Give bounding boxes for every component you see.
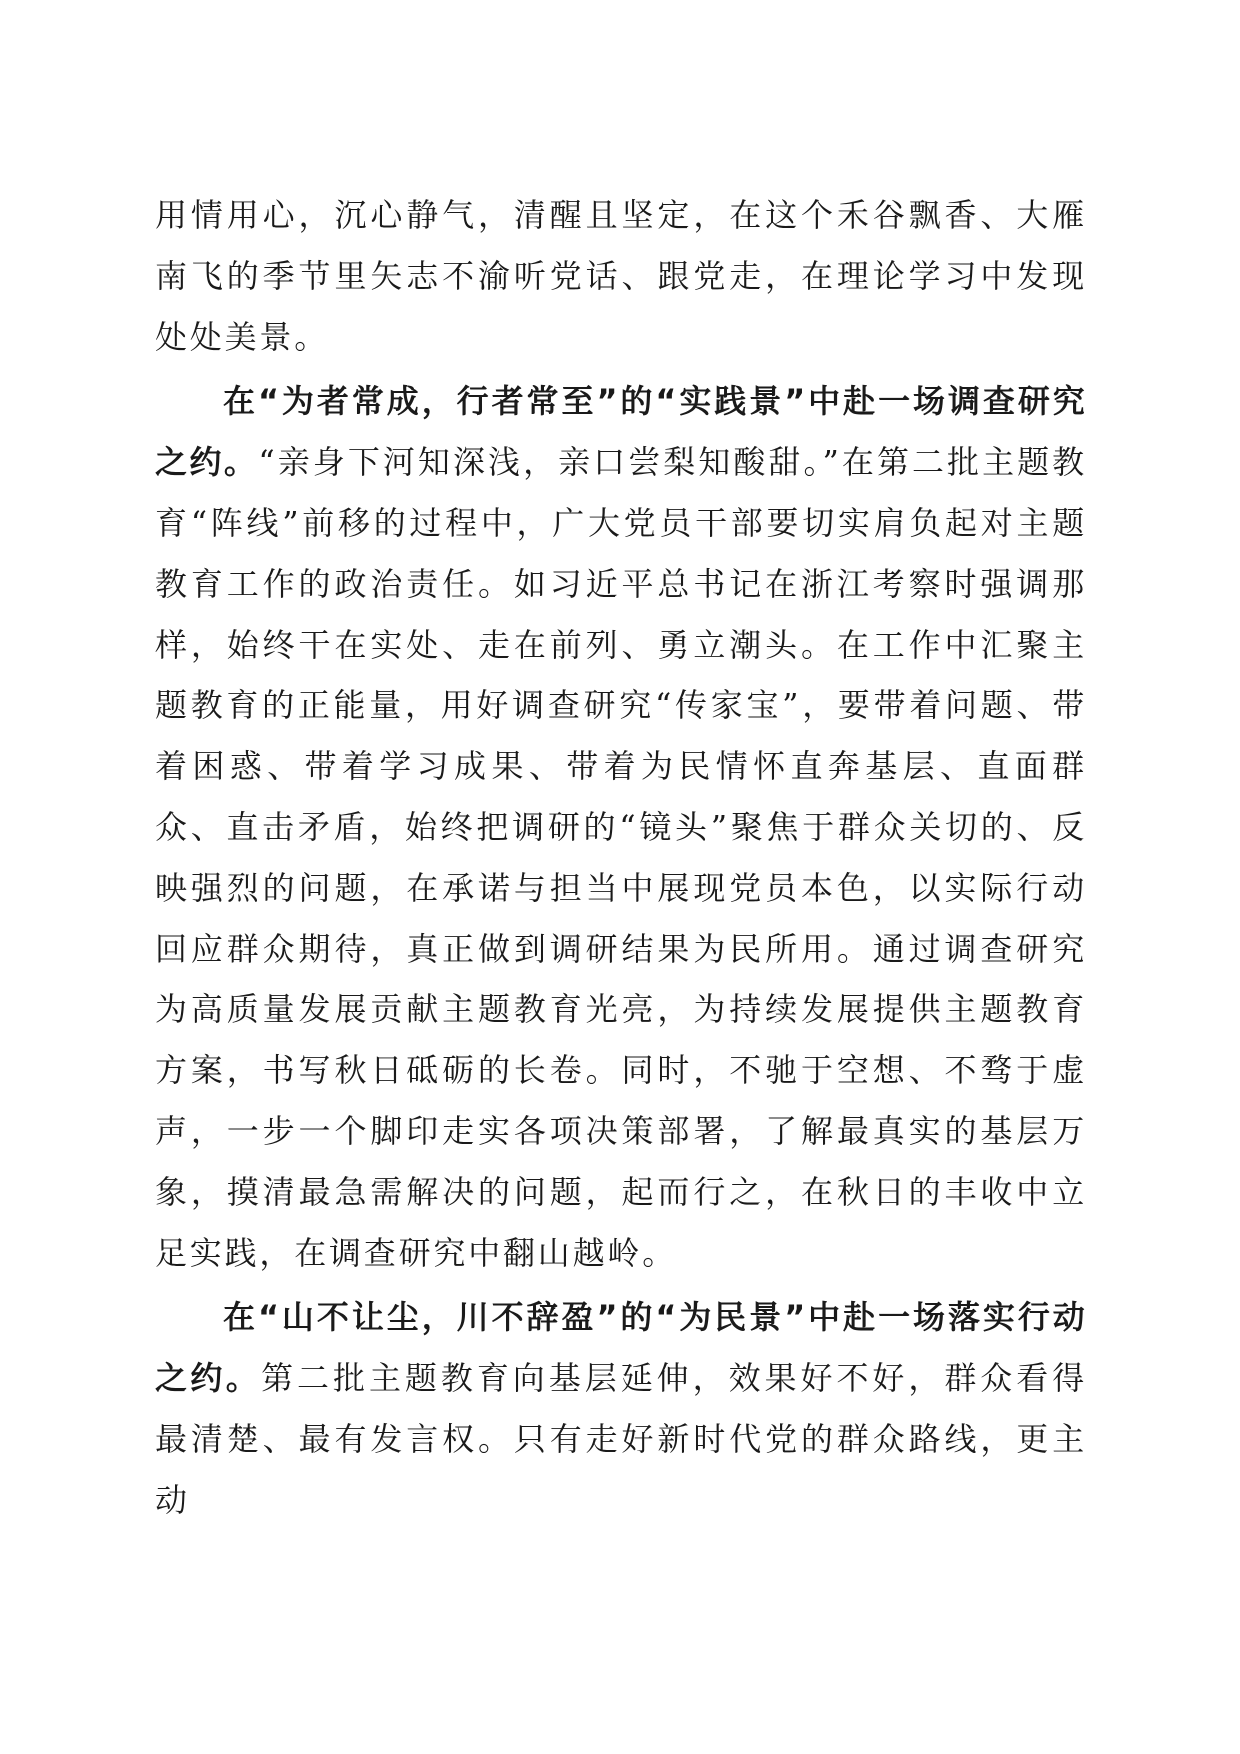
- paragraph-1: [155, 185, 1087, 367]
- paragraph-2: [155, 371, 1087, 1283]
- paragraph-2-text: “亲身下河知深浅，亲口尝梨知酸甜。”在第二批主题教育“阵线”前移的过程中，广大党员干部要切实肩负起对主题教育工作的政治责任。如习近平总书记在浙江考察时强调那样，始终干在实处、走在前列、勇立潮头。在工作中汇聚主题教育的正能量，用好调查研究“传家宝”，要带着问题、带着困惑、带着学习成果、带着为民情怀直奔基层、直面群众、直击矛盾，始终把调研的“镜头”聚焦于群众关切的、反映强烈的问题，在承诺与担当中展现党员本色，以实际行动回应群众期待，真正做到调研结果为民所用。通过调查研究为高质量发展贡献主题教育光亮，为持续发展提供主题教育方案，书写秋日砥砺的长卷。同时，不驰于空想、不骛于虚声，一步一个脚印走实各项决策部署，了解最真实的基层万象，摸清最急需解决的问题，起而行之，在秋日的丰收中立足实践，在调查研究中翻山越岭。: [155, 443, 1087, 1272]
- paragraph-3-text: 第二批主题教育向基层延伸，效果好不好，群众看得最清楚、最有发言权。只有走好新时代党的群众路线，更主动: [155, 1359, 1088, 1519]
- paragraph-3: [155, 1287, 1087, 1530]
- paragraph-3-lead: 在“山不让尘，川不辞盈”的“为民景”中赴一场落实行动之约。: [155, 1298, 1087, 1398]
- paragraph-1-text: 用情用心，沉心静气，清醒且坚定，在这个禾谷飘香、大雁南飞的季节里矢志不渝听党话、跟党走，在理论学习中发现处处美景。: [155, 196, 1087, 356]
- paragraph-2-lead: 在“为者常成，行者常至”的“实践景”中赴一场调查研究之约。: [155, 382, 1087, 482]
- document-page: [155, 185, 1087, 1531]
